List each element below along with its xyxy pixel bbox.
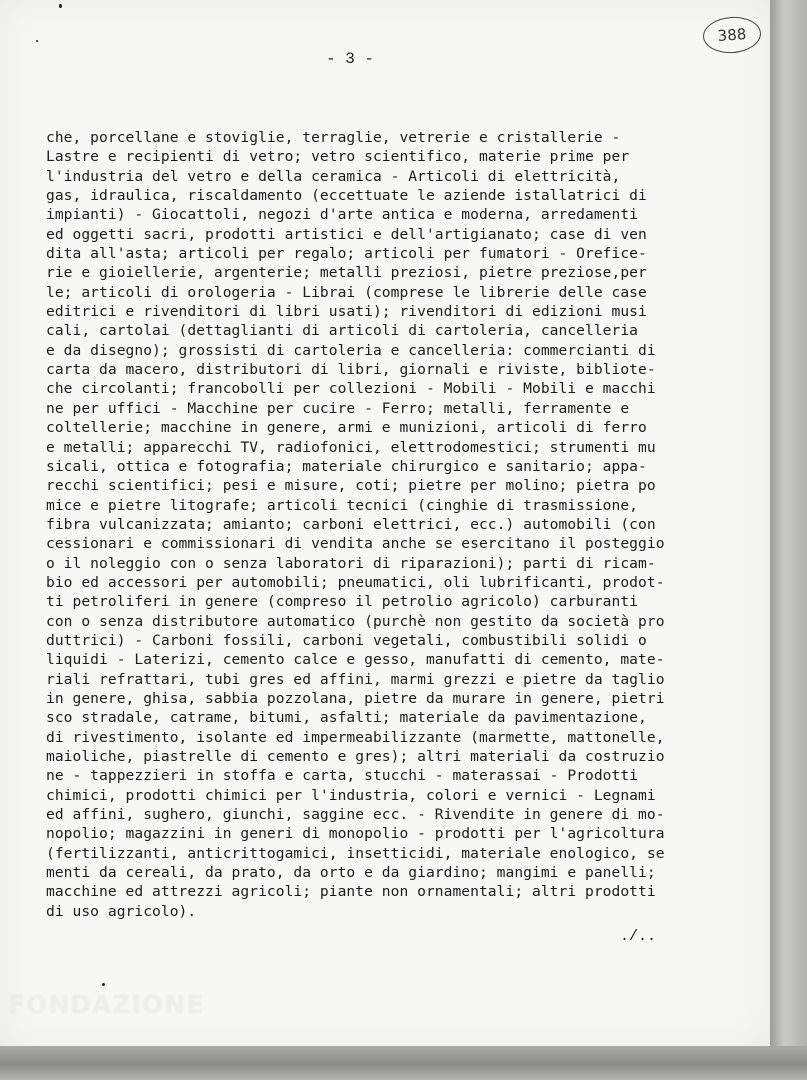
text-line: fibra vulcanizzata; amianto; carboni elettrici, ecc.) automobili (con	[46, 515, 656, 533]
text-line: cali, cartolai (dettaglianti di articoli di cartoleria, cancelleria	[46, 322, 639, 340]
text-line: e metalli; apparecchi TV, radiofonici, elettrodomestici; strumenti mu	[46, 438, 656, 456]
text-line: maioliche, piastrelle di cemento e gres); altri materiali da costruzio	[46, 748, 665, 765]
text-line: riali refrattari, tubi gres ed affini, marmi grezzi e pietre da taglio	[46, 670, 665, 688]
text-line: Lastre e recipienti di vetro; vetro scientifico, materie prime per	[46, 148, 630, 166]
text-line: sicali, ottica e fotografia; materiale chirurgico e sanitario; appa-	[46, 457, 647, 475]
archive-stamp-number: 388	[702, 15, 762, 55]
text-line: nopolio; magazzini in generi di monopolio - prodotti per l'agricoltura	[46, 825, 665, 843]
text-line: (fertilizzanti, anticrittogamici, insetticidi, materiale enologico, se	[46, 844, 665, 862]
body-text	[46, 128, 758, 921]
text-line: cessionari e commissionari di vendita anche se esercitano il posteggio	[46, 535, 665, 553]
text-line: menti da cereali, da prato, da orto e da giardino; mangimi e panelli;	[46, 864, 656, 882]
text-line: con o senza distributore automatico (purchè non gestito da società pro	[46, 612, 665, 630]
text-line: chimici, prodotti chimici per l'industria, colori e vernici - Legnami	[46, 786, 656, 804]
text-line: impianti) - Giocattoli, negozi d'arte antica e moderna, arredamenti	[46, 206, 639, 224]
text-line: ti petroliferi in genere (compreso il petrolio agricolo) carburanti	[46, 593, 639, 611]
ink-speck	[102, 983, 105, 986]
text-line: editrici e rivenditori di libri usati); rivenditori di edizioni musi	[46, 303, 647, 321]
text-line: gas, idraulica, riscaldamento (eccettuate le aziende istallatrici di	[46, 187, 647, 205]
text-line: che, porcellane e stoviglie, terraglie, vetrerie e cristallerie -	[46, 129, 621, 146]
text-line: ed affini, sughero, giunchi, saggine ecc. - Rivendite in genere di mo-	[46, 806, 665, 824]
text-line: liquidi - Laterizi, cemento calce e gesso, manufatti di cemento, mate-	[46, 651, 665, 669]
text-line: bio ed accessori per automobili; pneumatici, oli lubrificanti, prodot-	[46, 573, 665, 591]
text-line: ne per uffici - Macchine per cucire - Ferro; metalli, ferramente e	[46, 399, 630, 417]
ink-speck	[59, 4, 62, 8]
text-line: recchi scientifici; pesi e misure, coti; pietre per molino; pietra po	[46, 477, 656, 495]
text-line: in genere, ghisa, sabbia pozzolana, pietre da murare in genere, pietri	[46, 689, 665, 707]
scan-edge-right	[770, 0, 807, 1080]
text-line: mice e pietre litografe; articoli tecnici (cinghie di trasmissione,	[46, 496, 639, 514]
watermark: FONDAZIONE	[8, 990, 205, 1019]
page-number: - 3 -	[325, 50, 374, 68]
text-line: coltellerie; macchine in genere, armi e munizioni, articoli di ferro	[46, 419, 647, 437]
text-line: carta da macero, distributori di libri, giornali e riviste, bibliote-	[46, 361, 656, 379]
text-line: ne - tappezzieri in stoffa e carta, stucchi - materassai - Prodotti	[46, 767, 639, 785]
continuation-mark: ./..	[620, 928, 657, 945]
text-line: di uso agricolo).	[46, 902, 197, 920]
text-line: l'industria del vetro e della ceramica - Articoli di elettricità,	[46, 167, 621, 185]
text-line: dita all'asta; articoli per regalo; articoli per fumatori - Orefice-	[46, 245, 647, 263]
text-line: macchine ed attrezzi agricoli; piante non ornamentali; altri prodotti	[46, 883, 656, 901]
text-line: e da disegno); grossisti di cartoleria e cancelleria: commercianti di	[46, 341, 656, 359]
text-line: rie e gioiellerie, argenterie; metalli preziosi, pietre preziose,per	[46, 264, 647, 282]
text-line: o il noleggio con o senza laboratori di riparazioni); parti di ricam-	[46, 554, 656, 572]
text-line: di rivestimento, isolante ed impermeabilizzante (marmette, mattonelle,	[46, 728, 665, 746]
text-line: che circolanti; francobolli per collezioni - Mobili - Mobili e macchi	[46, 380, 656, 398]
text-line: sco stradale, catrame, bitumi, asfalti; materiale da pavimentazione,	[46, 709, 647, 727]
ink-speck	[36, 40, 38, 42]
text-line: le; articoli di orologeria - Librai (comprese le librerie delle case	[46, 283, 647, 301]
text-line: duttrici) - Carboni fossili, carboni vegetali, combustibili solidi o	[46, 631, 647, 649]
text-line: ed oggetti sacri, prodotti artistici e dell'artigianato; case di ven	[46, 225, 647, 243]
scan-edge-bottom	[0, 1046, 807, 1080]
